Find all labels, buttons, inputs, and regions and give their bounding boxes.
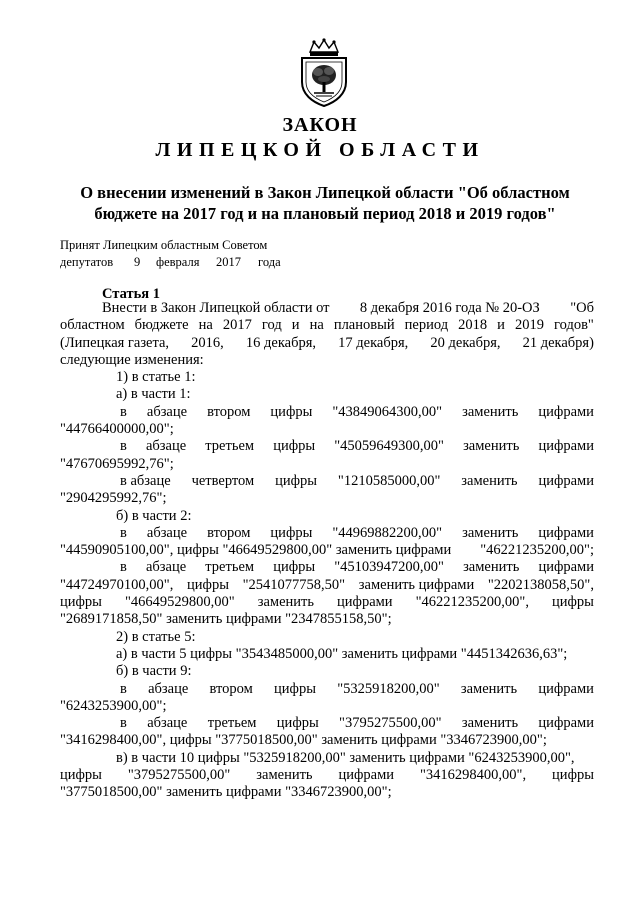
article-word: 20 декабря, [430,334,501,351]
article-word: заменить [460,680,518,697]
article-word: цифрами [538,438,594,455]
article-word: цифры [60,594,102,611]
article-word: цифрами [538,524,594,541]
article-word: "2202138058,50", [487,576,594,593]
article-line [60,300,594,317]
article-word: "45103947200,00" [334,559,444,576]
article-word: абзаце [146,524,188,541]
article-line [60,473,594,490]
article-word: 2017 [222,317,252,334]
emblem [296,38,352,108]
adoption-word: года [258,255,281,269]
article-word: "43849064300,00" [332,403,443,420]
article-line [60,404,594,421]
article-word: год [261,317,282,334]
article-word: цифры [187,576,229,593]
article-word: "3795275500,00" [339,715,442,732]
article-word: "46221235200,00", [415,594,529,611]
article-word: втором [209,680,253,697]
article-word: в абзаце [120,472,171,489]
article-word: "1210585000,00" [337,472,441,489]
article-word: цифрами [538,715,594,732]
article-word: 17 декабря, [338,334,409,351]
article-line: а) в части 1: [116,386,191,403]
article-word: 16 декабря, [245,334,317,351]
article-word: цифрами [538,680,594,697]
article-line [60,594,594,611]
article-line: б) в части 2: [116,507,192,524]
article-word: цифры [274,680,316,697]
article-word: областном [60,317,125,334]
article-line: "44766400000,00"; [60,421,174,438]
article-word: цифры [275,472,318,489]
article-word: "46649529800,00" [124,594,235,611]
subject-line: бюджете на 2017 год и на плановый период 2018 и 2019 годов" [94,204,556,223]
article-line: а) в части 5 цифры "3543485000,00" заменить цифрами "4451342636,63"; [116,645,568,662]
article-word: (Липецкая газета, [60,334,170,351]
article-word: "3416298400,00", [420,767,527,784]
article-line: б) в части 9: [116,663,192,680]
adoption-year: 2017 [216,255,241,269]
article-line [60,559,594,576]
article-word: третьем [205,438,255,455]
article-word: бюджете [134,317,189,334]
adoption-line: Принят Липецким областным Советом [60,238,268,252]
article-word: "45059649300,00" [334,438,444,455]
article-line: "6243253900,00"; [60,697,167,714]
article-line: "2904295992,76"; [60,490,167,507]
article-word: цифрами [538,403,594,420]
article-heading: Статья 1 [102,286,160,302]
law-title: ЗАКОН [282,114,358,136]
adoption-date-line [60,254,281,271]
article-word: цифры [270,403,313,420]
article-line [60,438,594,455]
article-word: в [120,559,127,576]
article-word: третьем [207,715,257,732]
law-subject [60,182,590,224]
article-word: втором [207,524,251,541]
article-word: цифры [552,767,594,784]
article-line: "3775018500,00" заменить цифрами "3346723900,00"; [60,784,392,801]
article-word: Внести в Закон Липецкой области от [102,300,330,316]
article-word: "2541077758,50" [242,576,346,593]
article-line: 1) в статье 1: [116,369,196,386]
article-line [60,525,594,542]
article-line: "2689171858,50" заменить цифрами "2347855158,50"; [60,611,392,628]
article-word: цифры [273,438,316,455]
article-word: в [120,524,127,541]
article-word: годов" [554,317,594,334]
article-line [60,767,594,784]
adoption-note [60,237,281,271]
article-word: абзаце [146,403,188,420]
article-word: цифры [60,767,102,784]
article-word: абзаце [145,438,187,455]
article-word: 21 декабря) [522,334,594,351]
article-word: "44724970100,00", [60,576,174,593]
article-word: цифрами [338,767,395,784]
article-word: "5325918200,00" [337,680,440,697]
article-word: цифры [276,715,319,732]
article-word: заменить цифрами [358,576,475,593]
article-word: "44969882200,00" [332,524,443,541]
region-title: ЛИПЕЦКОЙ ОБЛАСТИ [155,139,485,161]
article-word: в [120,438,127,455]
article-line: "3416298400,00", цифры "3775018500,00" заменить цифрами "3346723900,00"; [60,732,547,749]
article-line [60,681,594,698]
article-word: заменить [256,767,313,784]
adoption-month: февраля [156,255,200,269]
article-word: заменить [463,559,520,576]
article-word: абзаце [147,715,188,732]
article-word: цифры [273,559,316,576]
coat-of-arms-icon [296,38,352,108]
article-word: "3795275500,00" [127,767,231,784]
article-word: 2016, [191,334,224,351]
article-word: в) в части 10 цифры "5325918200,00" заменить цифрами "6243253900,00", [116,749,575,766]
article-word: заменить [461,715,519,732]
article-word: "Об [570,300,594,316]
article-word: на [309,317,324,334]
article-line [60,750,594,767]
article-word: третьем [205,559,255,576]
article-line [60,715,594,732]
article-word: 2019 [514,317,544,334]
article-word: заменить [463,438,520,455]
article-line [60,542,594,559]
article-word: плановый [333,317,395,334]
article-word: 2018 [458,317,488,334]
article-word: в [120,403,127,420]
article-word: цифры [270,524,313,541]
article-word: период [404,317,449,334]
article-word: и [291,317,300,334]
article-line: 2) в статье 5: [116,628,196,645]
article-word: цифры [552,594,594,611]
article-word: заменить [462,403,519,420]
article-word: четвертом [191,472,255,489]
article-word: на [198,317,213,334]
article-word: цифрами [538,472,594,489]
article-word: в [120,715,127,732]
article-word: заменить [257,594,314,611]
article-word: втором [207,403,251,420]
article-line: "47670695992,76"; [60,455,174,472]
subject-line: О внесении изменений в Закон Липецкой области "Об областном [80,183,570,202]
article-word: цифрами [337,594,393,611]
article-word: и [497,317,505,334]
article-word: заменить [461,472,518,489]
article-word: "44590905100,00", цифры "46649529800,00" заменить цифрами [60,542,452,559]
article-word: в [120,680,127,697]
article-word: абзаце [145,559,187,576]
article-word: абзаце [148,680,189,697]
article-word: цифрами [538,559,594,576]
adoption-day: 9 [134,255,141,269]
article-line: следующие изменения: [60,351,204,368]
article-line [60,335,594,352]
article-word: 8 декабря 2016 года № 20-ОЗ [359,300,540,316]
article-word: "46221235200,00"; [480,542,594,559]
article-word: заменить [462,524,519,541]
adoption-word: депутатов [60,255,114,269]
article-line [60,317,594,334]
article-body [60,300,594,802]
article-line [60,577,594,594]
